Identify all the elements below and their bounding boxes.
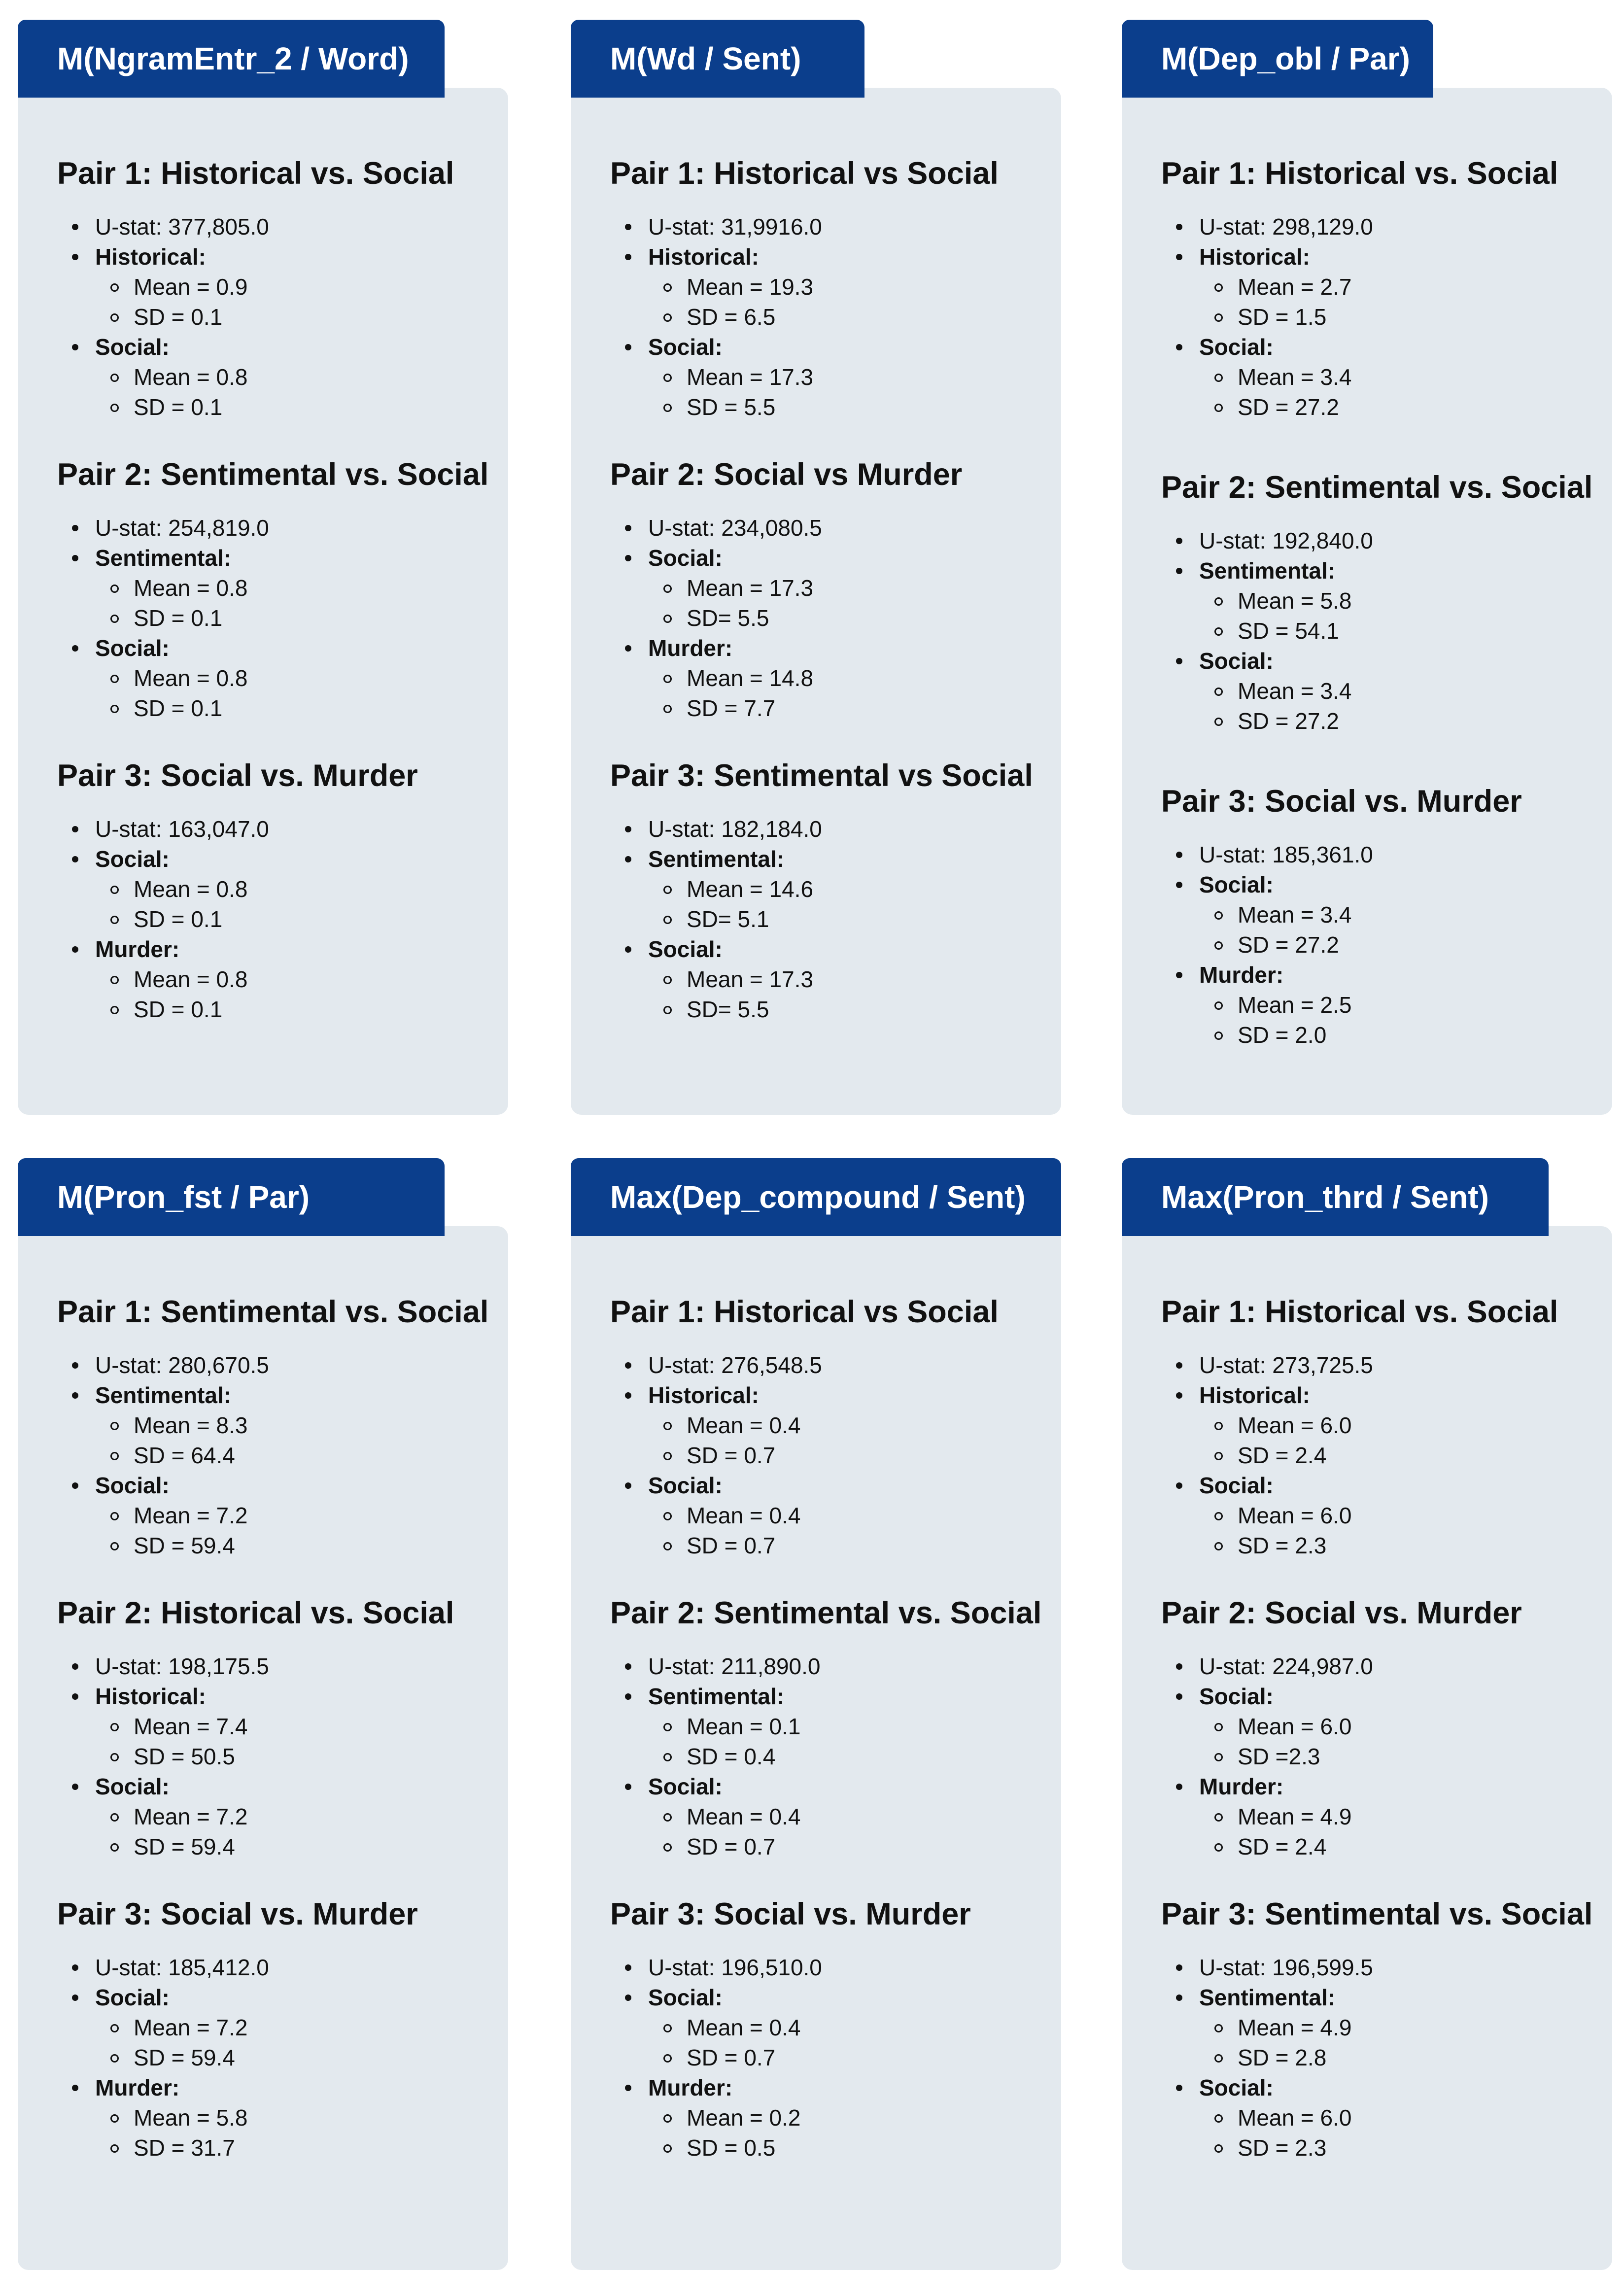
pair-section: [1161, 1292, 1607, 1561]
panel-content: [1161, 154, 1607, 1050]
group-label: Murder:: [57, 934, 503, 964]
u-stat-item: U-stat: 211,890.0: [610, 1651, 1056, 1682]
mean-item: Mean = 7.2: [57, 1501, 503, 1531]
group-label: Social:: [610, 1983, 1056, 2013]
pair-section: [1161, 154, 1607, 422]
pair-stats-list: [57, 212, 503, 422]
panel-title: M(NgramEntr_2 / Word): [18, 20, 445, 98]
pair-stats-list: [610, 212, 1056, 422]
sd-item: SD = 5.5: [610, 392, 1056, 422]
group-label: Social:: [57, 633, 503, 663]
sd-item: SD = 2.4: [1161, 1441, 1607, 1471]
pair-title: Pair 3: Social vs. Murder: [1161, 784, 1522, 819]
sd-item: SD = 0.1: [57, 603, 503, 633]
group-label: Historical:: [1161, 1380, 1607, 1410]
mean-item: Mean = 0.4: [610, 1802, 1056, 1832]
pair-section: [610, 756, 1056, 1025]
pair-section: [1161, 1593, 1607, 1862]
mean-item: Mean = 8.3: [57, 1410, 503, 1441]
pair-title: Pair 3: Social vs. Murder: [57, 1897, 418, 1931]
mean-item: Mean = 0.4: [610, 1410, 1056, 1441]
group-label: Social:: [610, 332, 1056, 362]
mean-item: Mean = 0.8: [57, 964, 503, 995]
mean-item: Mean = 4.9: [1161, 1802, 1607, 1832]
mean-item: Mean = 7.2: [57, 1802, 503, 1832]
sd-item: SD = 27.2: [1161, 930, 1607, 960]
sd-item: SD = 6.5: [610, 302, 1056, 332]
pair-title: Pair 1: Historical vs Social: [610, 156, 999, 191]
group-label: Social:: [1161, 1682, 1607, 1712]
sd-item: SD = 2.8: [1161, 2043, 1607, 2073]
pair-stats-list: [57, 814, 503, 1025]
group-label: Sentimental:: [57, 1380, 503, 1410]
group-label: Sentimental:: [610, 844, 1056, 874]
u-stat-item: U-stat: 254,819.0: [57, 513, 503, 543]
group-label: Sentimental:: [610, 1682, 1056, 1712]
u-stat-item: U-stat: 276,548.5: [610, 1350, 1056, 1380]
sd-item: SD = 0.7: [610, 1531, 1056, 1561]
pair-title: Pair 2: Sentimental vs. Social: [57, 457, 489, 492]
sd-item: SD= 5.1: [610, 904, 1056, 934]
group-label: Social:: [1161, 332, 1607, 362]
u-stat-item: U-stat: 163,047.0: [57, 814, 503, 844]
mean-item: Mean = 0.1: [610, 1712, 1056, 1742]
u-stat-item: U-stat: 196,599.5: [1161, 1953, 1607, 1983]
group-label: Social:: [57, 1471, 503, 1501]
mean-item: Mean = 0.8: [57, 362, 503, 392]
pair-title: Pair 2: Historical vs. Social: [57, 1596, 454, 1630]
sd-item: SD = 1.5: [1161, 302, 1607, 332]
mean-item: Mean = 6.0: [1161, 1410, 1607, 1441]
panel-title: M(Pron_fst / Par): [18, 1158, 445, 1236]
sd-item: SD = 50.5: [57, 1742, 503, 1772]
pair-stats-list: [57, 513, 503, 723]
pair-title: Pair 2: Social vs. Murder: [1161, 1596, 1522, 1630]
panel-content: [57, 1292, 503, 2163]
pair-section: [1161, 782, 1607, 1050]
sd-item: SD =2.3: [1161, 1742, 1607, 1772]
mean-item: Mean = 2.7: [1161, 272, 1607, 302]
pair-stats-list: [1161, 1651, 1607, 1862]
pair-title: Pair 1: Historical vs. Social: [1161, 156, 1558, 191]
pair-section: [57, 1292, 503, 1561]
mean-item: Mean = 17.3: [610, 362, 1056, 392]
pair-section: [610, 1593, 1056, 1862]
pair-stats-list: [57, 1651, 503, 1862]
sd-item: SD = 7.7: [610, 693, 1056, 723]
sd-item: SD = 0.1: [57, 693, 503, 723]
group-label: Historical:: [610, 242, 1056, 272]
group-label: Social:: [610, 1471, 1056, 1501]
u-stat-item: U-stat: 31,9916.0: [610, 212, 1056, 242]
sd-item: SD= 5.5: [610, 995, 1056, 1025]
mean-item: Mean = 7.4: [57, 1712, 503, 1742]
pair-title: Pair 1: Sentimental vs. Social: [57, 1295, 489, 1329]
pair-stats-list: [1161, 212, 1607, 422]
pair-section: [57, 756, 503, 1025]
sd-item: SD = 2.3: [1161, 2133, 1607, 2163]
mean-item: Mean = 0.9: [57, 272, 503, 302]
group-label: Social:: [1161, 646, 1607, 676]
pair-title: Pair 1: Historical vs. Social: [1161, 1295, 1558, 1329]
u-stat-item: U-stat: 185,412.0: [57, 1953, 503, 1983]
group-label: Social:: [57, 332, 503, 362]
mean-item: Mean = 14.6: [610, 874, 1056, 904]
group-label: Social:: [1161, 870, 1607, 900]
panel-content: [57, 154, 503, 1025]
group-label: Sentimental:: [1161, 1983, 1607, 2013]
sd-item: SD = 0.7: [610, 1832, 1056, 1862]
group-label: Murder:: [610, 2073, 1056, 2103]
u-stat-item: U-stat: 198,175.5: [57, 1651, 503, 1682]
sd-item: SD = 54.1: [1161, 616, 1607, 646]
pair-stats-list: [610, 1651, 1056, 1862]
mean-item: Mean = 3.4: [1161, 362, 1607, 392]
pair-stats-list: [1161, 1953, 1607, 2163]
sd-item: SD = 0.5: [610, 2133, 1056, 2163]
mean-item: Mean = 0.8: [57, 874, 503, 904]
stats-panel: [571, 20, 1061, 1115]
mean-item: Mean = 0.2: [610, 2103, 1056, 2133]
pair-stats-list: [57, 1350, 503, 1561]
mean-item: Mean = 0.8: [57, 663, 503, 693]
pair-title: Pair 2: Sentimental vs. Social: [610, 1596, 1042, 1630]
mean-item: Mean = 6.0: [1161, 1712, 1607, 1742]
panel-title: M(Dep_obl / Par): [1122, 20, 1433, 98]
pair-section: [1161, 468, 1607, 736]
u-stat-item: U-stat: 182,184.0: [610, 814, 1056, 844]
sd-item: SD = 59.4: [57, 1531, 503, 1561]
sd-item: SD = 64.4: [57, 1441, 503, 1471]
mean-item: Mean = 3.4: [1161, 676, 1607, 706]
sd-item: SD = 0.4: [610, 1742, 1056, 1772]
sd-item: SD = 59.4: [57, 2043, 503, 2073]
group-label: Social:: [57, 844, 503, 874]
pair-stats-list: [57, 1953, 503, 2163]
group-label: Murder:: [1161, 960, 1607, 990]
pair-title: Pair 1: Historical vs Social: [610, 1295, 999, 1329]
pair-section: [610, 1894, 1056, 2163]
sd-item: SD = 0.7: [610, 1441, 1056, 1471]
panel-title: Max(Dep_compound / Sent): [571, 1158, 1061, 1236]
mean-item: Mean = 5.8: [57, 2103, 503, 2133]
mean-item: Mean = 14.8: [610, 663, 1056, 693]
mean-item: Mean = 5.8: [1161, 586, 1607, 616]
mean-item: Mean = 2.5: [1161, 990, 1607, 1020]
sd-item: SD = 2.4: [1161, 1832, 1607, 1862]
pair-section: [57, 154, 503, 422]
panel-content: [610, 154, 1056, 1025]
stats-panel: [1122, 1158, 1612, 2270]
sd-item: SD= 5.5: [610, 603, 1056, 633]
group-label: Social:: [57, 1772, 503, 1802]
u-stat-item: U-stat: 224,987.0: [1161, 1651, 1607, 1682]
group-label: Murder:: [57, 2073, 503, 2103]
mean-item: Mean = 6.0: [1161, 2103, 1607, 2133]
mean-item: Mean = 0.4: [610, 1501, 1056, 1531]
pair-section: [1161, 1894, 1607, 2163]
sd-item: SD = 27.2: [1161, 392, 1607, 422]
sd-item: SD = 0.1: [57, 995, 503, 1025]
mean-item: Mean = 19.3: [610, 272, 1056, 302]
pair-stats-list: [610, 1350, 1056, 1561]
group-label: Social:: [57, 1983, 503, 2013]
sd-item: SD = 59.4: [57, 1832, 503, 1862]
u-stat-item: U-stat: 234,080.5: [610, 513, 1056, 543]
group-label: Murder:: [1161, 1772, 1607, 1802]
sd-item: SD = 0.1: [57, 302, 503, 332]
stats-panel: [1122, 20, 1612, 1115]
pair-title: Pair 2: Social vs Murder: [610, 457, 963, 492]
sd-item: SD = 0.1: [57, 392, 503, 422]
panel-title: Max(Pron_thrd / Sent): [1122, 1158, 1549, 1236]
group-label: Murder:: [610, 633, 1056, 663]
u-stat-item: U-stat: 185,361.0: [1161, 840, 1607, 870]
group-label: Sentimental:: [57, 543, 503, 573]
panel-content: [610, 1292, 1056, 2163]
mean-item: Mean = 3.4: [1161, 900, 1607, 930]
panel-content: [1161, 1292, 1607, 2163]
pair-section: [57, 1894, 503, 2163]
group-label: Social:: [1161, 2073, 1607, 2103]
u-stat-item: U-stat: 377,805.0: [57, 212, 503, 242]
mean-item: Mean = 17.3: [610, 964, 1056, 995]
sd-item: SD = 0.1: [57, 904, 503, 934]
pair-stats-list: [1161, 526, 1607, 736]
pair-section: [57, 1593, 503, 1862]
u-stat-item: U-stat: 196,510.0: [610, 1953, 1056, 1983]
group-label: Historical:: [1161, 242, 1607, 272]
sd-item: SD = 2.3: [1161, 1531, 1607, 1561]
u-stat-item: U-stat: 280,670.5: [57, 1350, 503, 1380]
mean-item: Mean = 0.4: [610, 2013, 1056, 2043]
stats-panel: [571, 1158, 1061, 2270]
pair-section: [57, 455, 503, 723]
group-label: Social:: [610, 543, 1056, 573]
group-label: Social:: [610, 1772, 1056, 1802]
pair-stats-list: [610, 513, 1056, 723]
pair-section: [610, 455, 1056, 723]
mean-item: Mean = 7.2: [57, 2013, 503, 2043]
pair-title: Pair 2: Sentimental vs. Social: [1161, 470, 1593, 505]
pair-stats-list: [1161, 840, 1607, 1050]
group-label: Historical:: [57, 1682, 503, 1712]
u-stat-item: U-stat: 273,725.5: [1161, 1350, 1607, 1380]
u-stat-item: U-stat: 192,840.0: [1161, 526, 1607, 556]
sd-item: SD = 2.0: [1161, 1020, 1607, 1050]
group-label: Historical:: [610, 1380, 1056, 1410]
pair-stats-list: [610, 1953, 1056, 2163]
pair-title: Pair 1: Historical vs. Social: [57, 156, 454, 191]
mean-item: Mean = 0.8: [57, 573, 503, 603]
pair-title: Pair 3: Social vs. Murder: [610, 1897, 971, 1931]
mean-item: Mean = 4.9: [1161, 2013, 1607, 2043]
sd-item: SD = 0.7: [610, 2043, 1056, 2073]
pair-title: Pair 3: Social vs. Murder: [57, 758, 418, 793]
pair-stats-list: [1161, 1350, 1607, 1561]
pair-section: [610, 1292, 1056, 1561]
stats-panel: [18, 20, 508, 1115]
panel-title: M(Wd / Sent): [571, 20, 864, 98]
u-stat-item: U-stat: 298,129.0: [1161, 212, 1607, 242]
group-label: Historical:: [57, 242, 503, 272]
mean-item: Mean = 17.3: [610, 573, 1056, 603]
pair-section: [610, 154, 1056, 422]
sd-item: SD = 27.2: [1161, 706, 1607, 736]
pair-title: Pair 3: Sentimental vs. Social: [1161, 1897, 1593, 1931]
pair-stats-list: [610, 814, 1056, 1025]
group-label: Social:: [1161, 1471, 1607, 1501]
sd-item: SD = 31.7: [57, 2133, 503, 2163]
pair-title: Pair 3: Sentimental vs Social: [610, 758, 1033, 793]
stats-panel: [18, 1158, 508, 2270]
mean-item: Mean = 6.0: [1161, 1501, 1607, 1531]
group-label: Sentimental:: [1161, 556, 1607, 586]
group-label: Social:: [610, 934, 1056, 964]
